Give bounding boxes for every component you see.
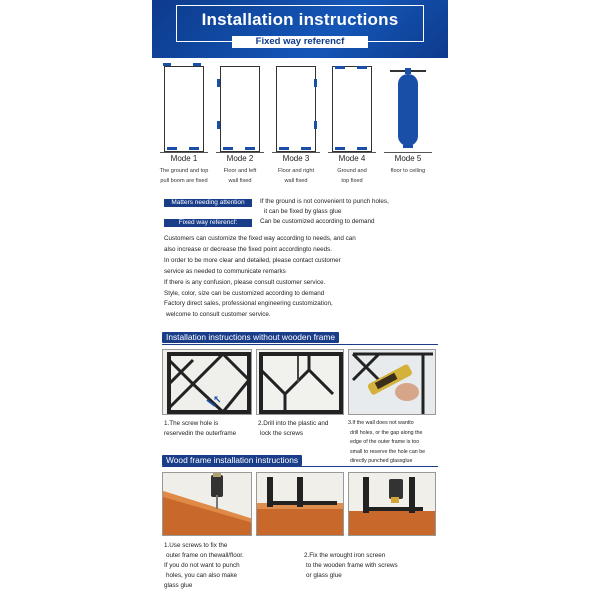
mode-4-figure bbox=[332, 66, 372, 152]
arrow-icon: ↖ bbox=[213, 395, 222, 406]
bottom-clip-right bbox=[245, 147, 255, 150]
mode-1-desc: The ground and top pull boom are fixed bbox=[159, 168, 209, 184]
top-clip-right bbox=[193, 63, 201, 66]
photo-fix-screen bbox=[348, 472, 436, 536]
section-2-heading: Wood frame installation instructions bbox=[162, 455, 302, 466]
page-title: Installation instructions bbox=[201, 10, 399, 29]
caption-1-3: 3.If the wall does not wantto drill holes, or the gap along the edge of the outer frame is too small to reserve the hole can be directly punched glassglue bbox=[348, 420, 426, 465]
bottom-clip-left bbox=[223, 147, 233, 150]
photo-drill-plastic bbox=[256, 349, 344, 415]
column-figure bbox=[398, 74, 418, 146]
caption-1-1: 1.The screw hole is reservedin the outerframe bbox=[164, 420, 237, 437]
attention-text: If the ground is not convenient to punch holes, it can be fixed by glass glue bbox=[260, 198, 389, 215]
photo-screw-hole bbox=[162, 349, 252, 415]
mode-2-label: Mode 2 bbox=[216, 152, 264, 163]
floor-clip bbox=[403, 145, 413, 148]
caption-2-1: 1.Use screws to fix the outer frame on thewall/floor. If you do not want to punch holes, you can also make glass glue bbox=[164, 542, 244, 589]
photo-wood-drill bbox=[162, 472, 252, 536]
mode-4 bbox=[328, 66, 376, 184]
mode-3-figure bbox=[276, 66, 316, 152]
mode-2 bbox=[216, 66, 264, 184]
notes-paragraph: Customers can customize the fixed way according to needs, and can also increase or decrease the fixed point accordingto needs. In order to be more clear and detailed, please contact customer service as needed to communicate remarks If there is any confusion, please consult customer service. Style, color, size can be customized according to demand Factory direct sales, professional engineering customization, welcome to consult customer service. bbox=[164, 235, 356, 319]
mode-3-desc: Floor and right wall fixed bbox=[277, 168, 315, 184]
mode-5-label: Mode 5 bbox=[384, 152, 432, 163]
left-clip-bottom bbox=[217, 121, 220, 129]
section-1-heading: Installation instructions without wooden frame bbox=[162, 332, 339, 343]
mode-1 bbox=[159, 66, 209, 184]
left-clip-top bbox=[217, 79, 220, 87]
fixed-way-tag: Fixed way referencf: bbox=[164, 219, 252, 227]
top-clip-left bbox=[335, 66, 345, 69]
mode-1-label: Mode 1 bbox=[160, 152, 208, 163]
bottom-clip-right bbox=[189, 147, 199, 150]
bottom-clip-left bbox=[335, 147, 345, 150]
mode-2-desc: Floor and left wall fixed bbox=[223, 168, 257, 184]
bottom-clip-right bbox=[301, 147, 311, 150]
right-clip-top bbox=[314, 79, 317, 87]
attention-tag: Matters needing attention bbox=[164, 199, 252, 207]
bottom-clip-left bbox=[167, 147, 177, 150]
caption-1-2: 2.Drill into the plastic and lock the screws bbox=[258, 420, 329, 437]
fixed-way-text: Can be customized according to demand bbox=[260, 218, 375, 225]
bottom-clip-right bbox=[357, 147, 367, 150]
section-1-rule bbox=[162, 344, 438, 345]
top-clip-left bbox=[163, 63, 171, 66]
mode-3-label: Mode 3 bbox=[272, 152, 320, 163]
caption-2-2: 2.Fix the wrought iron screen to the wooden frame with screws or glass glue bbox=[304, 552, 398, 579]
top-clip-right bbox=[357, 66, 367, 69]
right-clip-bottom bbox=[314, 121, 317, 129]
mode-5 bbox=[384, 66, 432, 174]
mode-4-desc: Ground and top fixed bbox=[337, 168, 367, 184]
mode-2-figure bbox=[220, 66, 260, 152]
mode-5-figure bbox=[384, 66, 432, 152]
mode-5-desc: floor to ceiling bbox=[390, 168, 426, 174]
product-page bbox=[152, 0, 448, 600]
section-2-rule bbox=[162, 466, 438, 467]
header-banner bbox=[152, 0, 448, 58]
photo-glass-glue bbox=[348, 349, 436, 415]
page-subtitle: Fixed way referencf bbox=[232, 36, 368, 48]
photo-wood-frame-corner bbox=[256, 472, 344, 536]
mode-1-figure bbox=[164, 66, 204, 152]
mode-3 bbox=[272, 66, 320, 184]
mode-4-label: Mode 4 bbox=[328, 152, 376, 163]
bottom-clip-left bbox=[279, 147, 289, 150]
